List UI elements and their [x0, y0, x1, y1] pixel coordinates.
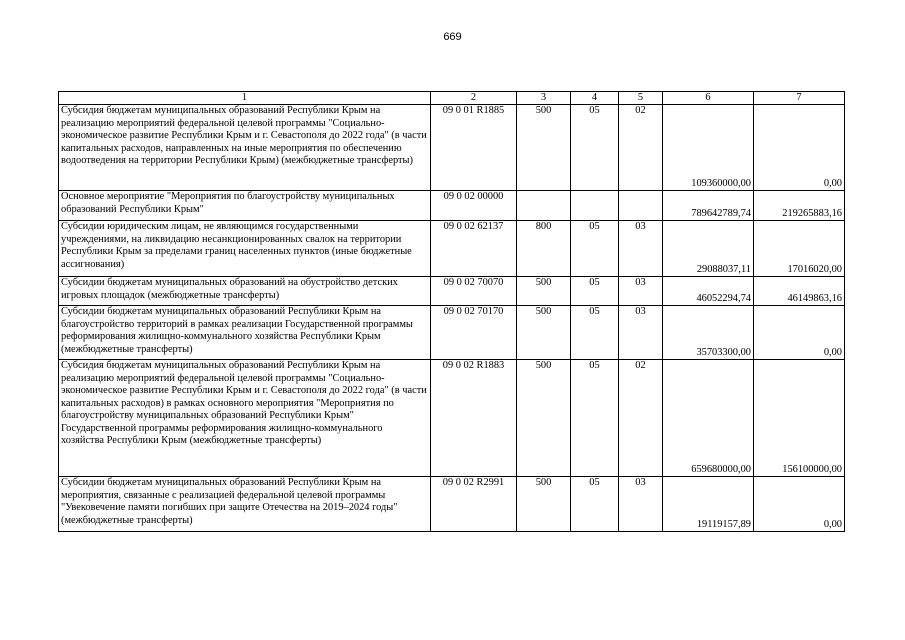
row-sum-1: 29088037,11: [663, 221, 754, 277]
row-subsection: 02: [619, 105, 663, 191]
row-program-code: 09 0 02 70170: [431, 306, 517, 360]
row-description: Субсидия бюджетам муниципальных образований Республики Крым на реализацию мероприятий федеральной целевой программы "Социально-экономическое развитие Республики Крым и г. Севастополя до 2022 года" (в части капитальных расходов, направленных на иные мероприятия по обеспечению водоотведения на территории Республики Крым) (межбюджетные трансферты): [59, 105, 431, 191]
row-subsection: 02: [619, 360, 663, 477]
column-header: 4: [571, 92, 619, 105]
table-row: [59, 191, 845, 221]
row-sum-1: 35703300,00: [663, 306, 754, 360]
column-header: 7: [754, 92, 845, 105]
row-expense-type: 500: [517, 477, 571, 532]
row-description: Субсидии бюджетам муниципальных образований Республики Крым на мероприятия, связанные с реализацией федеральной целевой программы "Увековечение памяти погибших при защите Отечества на 2019–2024 годы" (межбюджетные трансферты): [59, 477, 431, 532]
row-expense-type: 500: [517, 360, 571, 477]
row-program-code: 09 0 02 70070: [431, 277, 517, 306]
row-program-code: 09 0 01 R1885: [431, 105, 517, 191]
row-description: Субсидии бюджетам муниципальных образований на обустройство детских игровых площадок (межбюджетные трансферты): [59, 277, 431, 306]
row-description: Субсидии юридическим лицам, не являющимся государственными учреждениями, на ликвидацию несанкционированных свалок на территории Республики Крым за пределами границ населенных пунктов (иные бюджетные ассигнования): [59, 221, 431, 277]
row-section: 05: [571, 277, 619, 306]
row-expense-type: 500: [517, 105, 571, 191]
row-section: 05: [571, 306, 619, 360]
row-sum-1: 659680000,00: [663, 360, 754, 477]
row-section: 05: [571, 477, 619, 532]
row-subsection: 03: [619, 477, 663, 532]
column-header: 2: [431, 92, 517, 105]
row-description: Субсидии бюджетам муниципальных образований Республики Крым на благоустройство территорий в рамках реализации Государственной программы реформирования жилищно-коммунального хозяйства Республики Крым (межбюджетные трансферты): [59, 306, 431, 360]
row-subsection: 03: [619, 277, 663, 306]
table-header-row: [59, 92, 845, 105]
row-expense-type: 500: [517, 306, 571, 360]
table-row: [59, 105, 845, 191]
row-sum-2: 156100000,00: [754, 360, 845, 477]
row-description: Основное мероприятие "Мероприятия по благоустройству муниципальных образований Республики Крым": [59, 191, 431, 221]
row-sum-1: 46052294,74: [663, 277, 754, 306]
row-section: 05: [571, 105, 619, 191]
column-header: 5: [619, 92, 663, 105]
row-subsection: 03: [619, 221, 663, 277]
row-sum-2: 0,00: [754, 306, 845, 360]
column-header: 3: [517, 92, 571, 105]
column-header: 6: [663, 92, 754, 105]
row-program-code: 09 0 02 R1883: [431, 360, 517, 477]
column-header: 1: [59, 92, 431, 105]
row-sum-1: 109360000,00: [663, 105, 754, 191]
row-expense-type: 500: [517, 277, 571, 306]
row-sum-2: 0,00: [754, 477, 845, 532]
row-sum-2: 46149863,16: [754, 277, 845, 306]
row-sum-2: 17016020,00: [754, 221, 845, 277]
table-row: [59, 306, 845, 360]
row-subsection: [619, 191, 663, 221]
table-row: [59, 477, 845, 532]
row-description: Субсидия бюджетам муниципальных образований Республики Крым на реализацию мероприятий федеральной целевой программы "Социально-экономическое развитие Республики Крым и г. Севастополя до 2022 года" (в части капитальных расходов) в рамках основного мероприятия "Мероприятия по благоустройству муниципальных образований Республики Крым" Государственной программы реформирования жилищно-коммунального хозяйства Республики Крым (межбюджетные трансферты): [59, 360, 431, 477]
row-subsection: 03: [619, 306, 663, 360]
row-expense-type: [517, 191, 571, 221]
page-number: 669: [443, 31, 462, 43]
row-sum-2: 219265883,16: [754, 191, 845, 221]
row-section: [571, 191, 619, 221]
table-row: [59, 277, 845, 306]
row-sum-1: 789642789,74: [663, 191, 754, 221]
row-program-code: 09 0 02 R2991: [431, 477, 517, 532]
table-row: [59, 221, 845, 277]
row-sum-1: 19119157,89: [663, 477, 754, 532]
table-row: [59, 360, 845, 477]
row-program-code: 09 0 02 62137: [431, 221, 517, 277]
row-expense-type: 800: [517, 221, 571, 277]
row-program-code: 09 0 02 00000: [431, 191, 517, 221]
row-sum-2: 0,00: [754, 105, 845, 191]
row-section: 05: [571, 360, 619, 477]
row-section: 05: [571, 221, 619, 277]
budget-table: [58, 91, 845, 532]
